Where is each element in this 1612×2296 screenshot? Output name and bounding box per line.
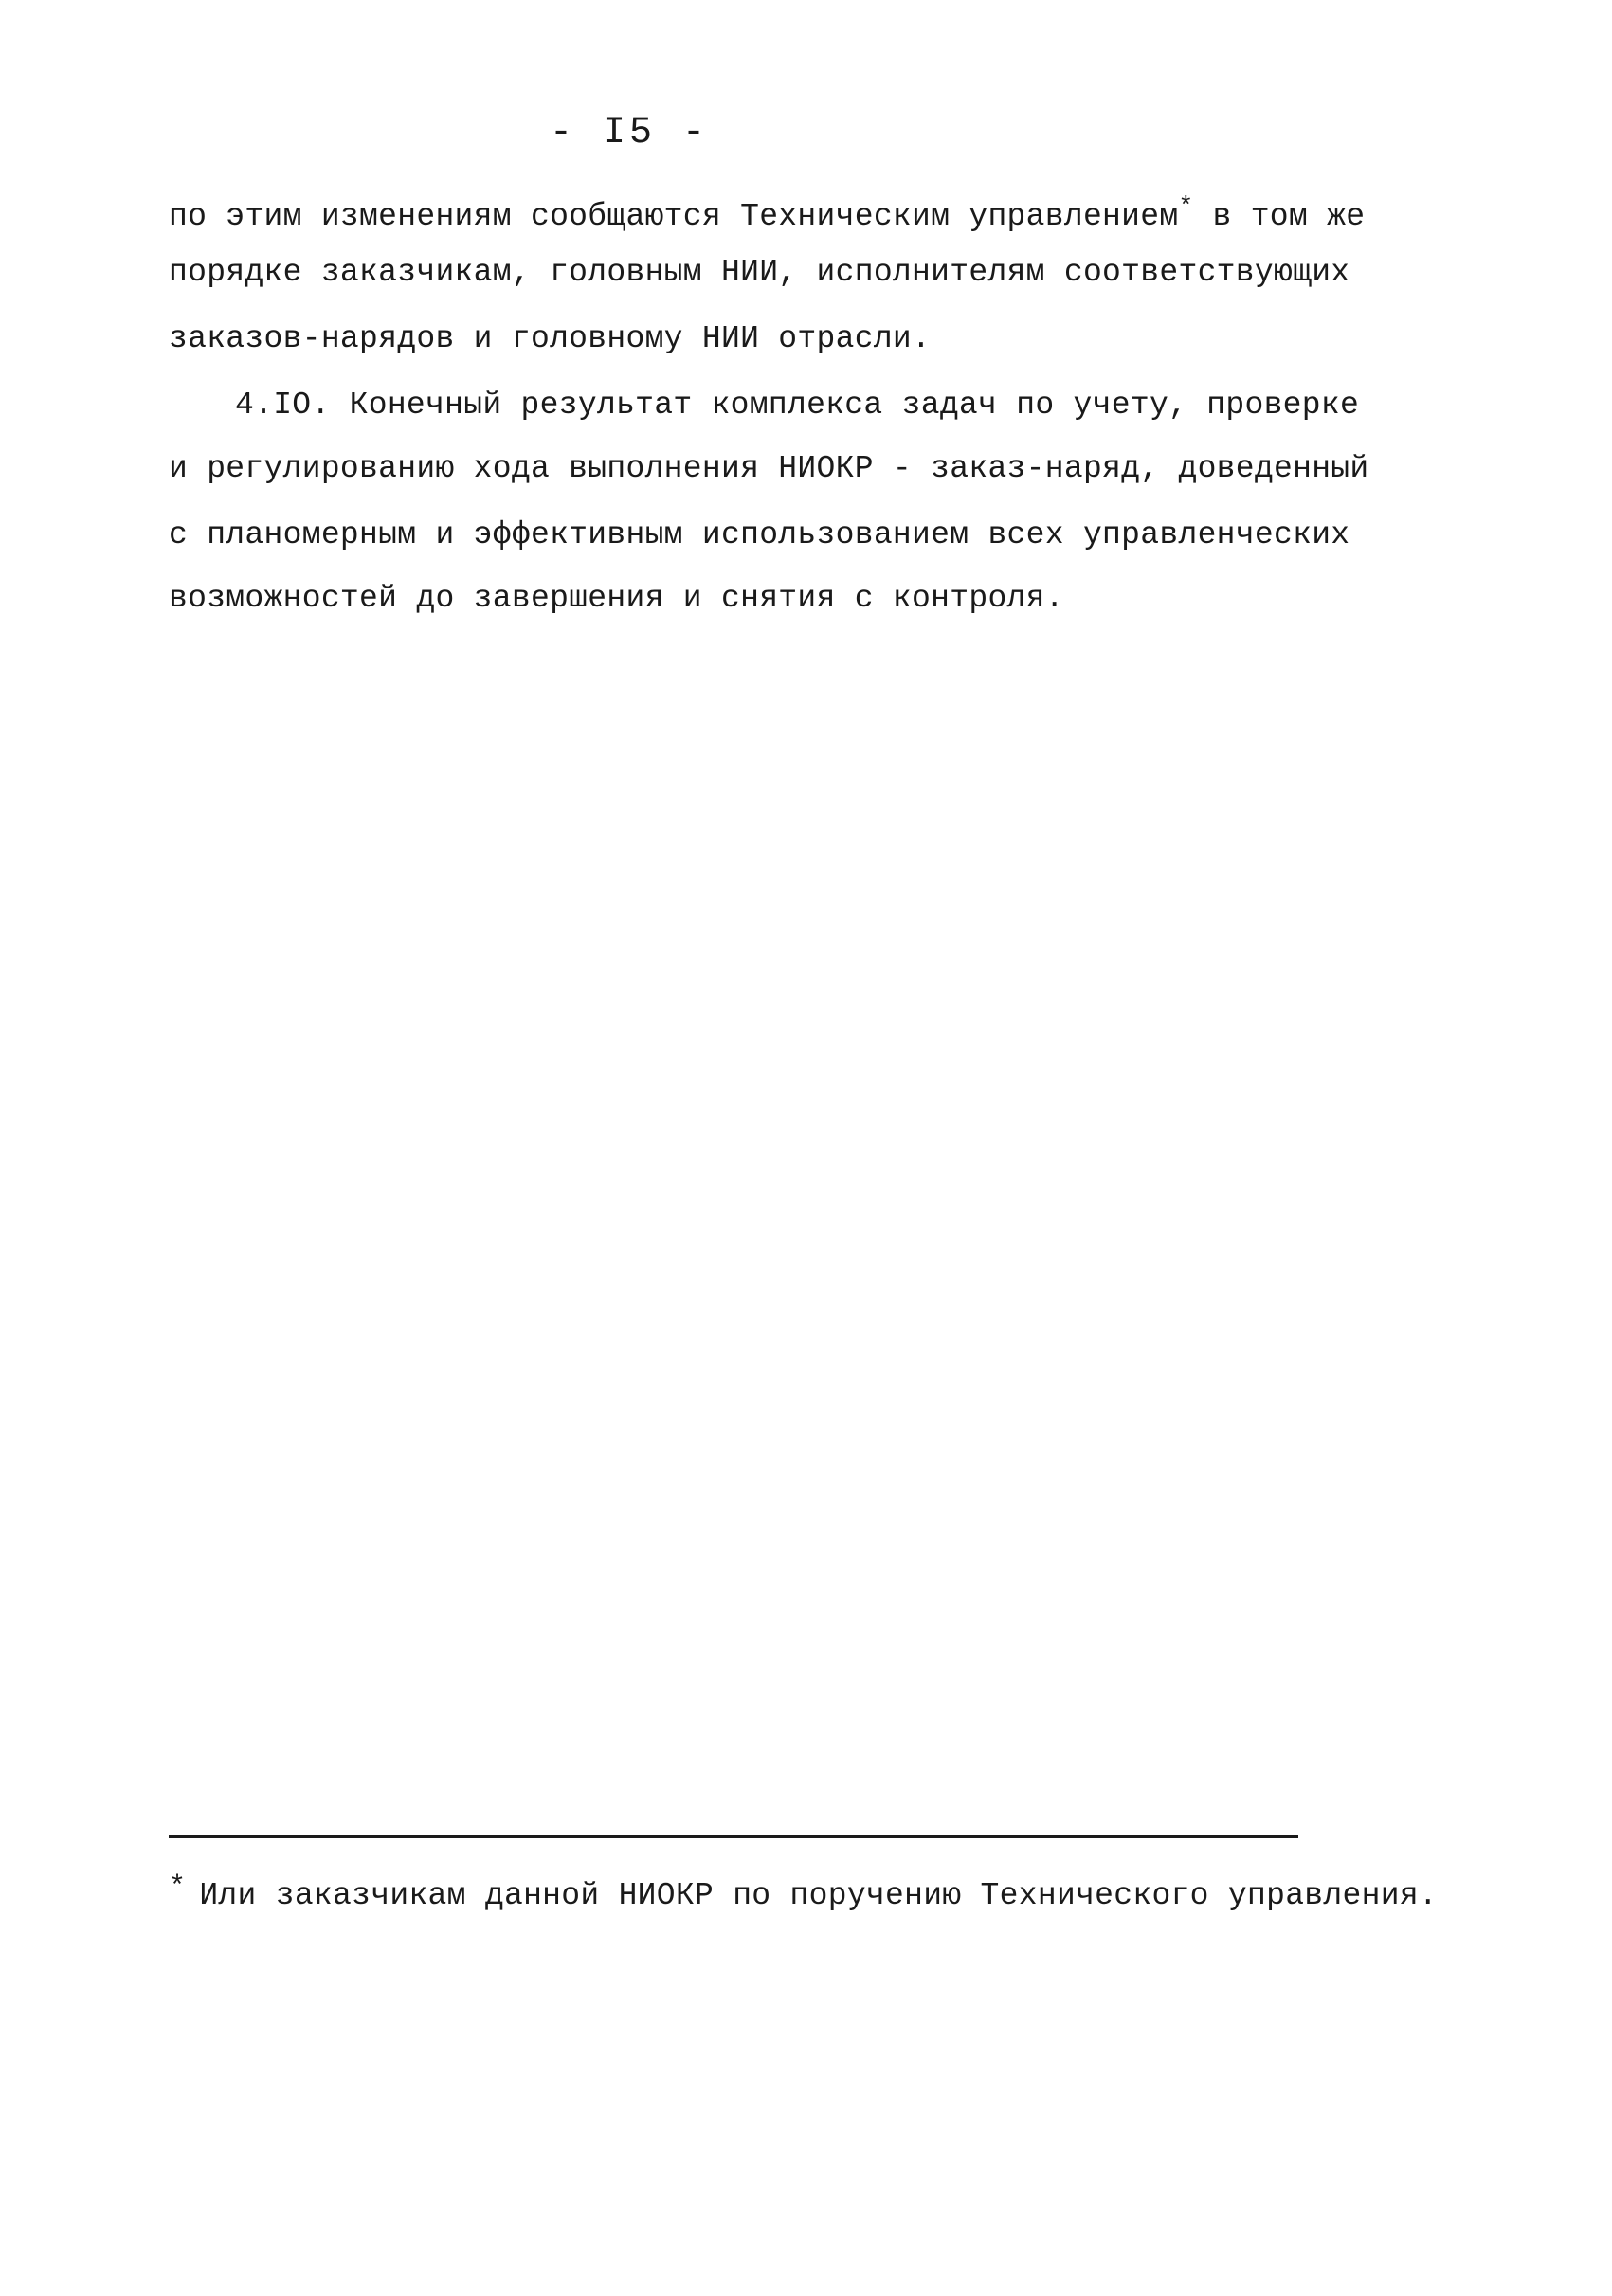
paragraph2-line1: 4.IO. Конечный результат комплекса задач по учету, проверке <box>235 388 1360 423</box>
paragraph2-line4: возможностей до завершения и снятия с контроля. <box>169 581 1064 616</box>
paragraph1-line1 <box>169 188 1365 236</box>
page-number: - I5 - <box>550 112 710 154</box>
paragraph1-line2: порядке заказчикам, головным НИИ, исполнителям соответствующих <box>169 255 1350 290</box>
footnote-divider <box>169 1835 1298 1838</box>
footnote <box>169 1869 1438 1915</box>
paragraph1-line1-text: по этим изменениям сообщаются Техническим управлением <box>169 199 1179 234</box>
footnote-mark: * <box>169 1871 187 1904</box>
paragraph2-line2: и регулированию хода выполнения НИОКР - заказ-наряд, доведенный <box>169 451 1369 486</box>
paragraph1-line1-tail: в том же <box>1193 199 1366 234</box>
footnote-reference-mark: * <box>1178 192 1194 221</box>
paragraph2-line3: с планомерным и эффективным использованием всех управленческих <box>169 517 1350 552</box>
paragraph1-line3: заказов-нарядов и головному НИИ отрасли. <box>169 321 932 356</box>
footnote-text: Или заказчикам данной НИОКР по поручению Технического управления. <box>199 1878 1439 1913</box>
